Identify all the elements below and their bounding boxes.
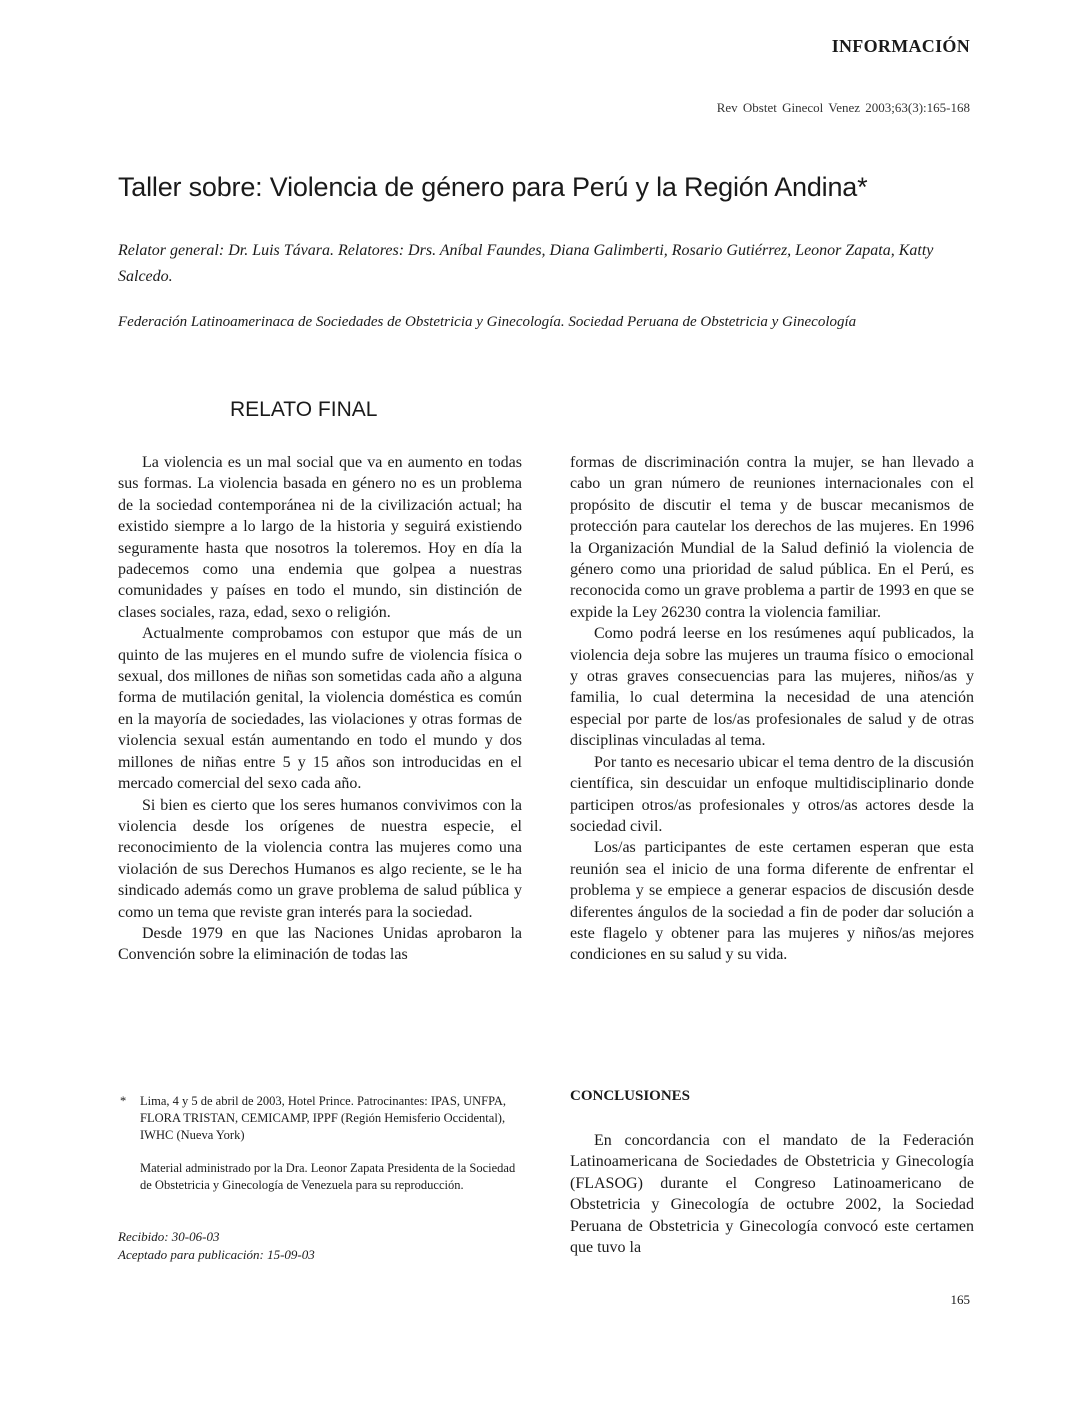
paragraph-4: Desde 1979 en que las Naciones Unidas aprobaron la Convención sobre la eliminación de todas las bbox=[118, 924, 522, 964]
footnote-marker: * bbox=[120, 1094, 127, 1108]
paragraph-8: En concordancia con el mandato de la Federación Latinoamericana de Sociedades de Obstetricia y Ginecología (FLASOG) durante el Congreso Latinoamericano de Obstetricia y Ginecología de octubre 2002, la Sociedad Peruana de Obstetricia y Ginecología convocó este certamen que tuvo la bbox=[570, 1132, 974, 1257]
paragraph-2: Actualmente comprobamos con estupor que más de un quinto de las mujeres en el mundo sufre de violencia física o sexual, dos millones de niñas son sometidas cada año a alguna forma de mutilación genital, la violencia doméstica es común en la mayoría de sociedades, las violaciones y otras formas de violencia sexual están aumentando en todo el mundo y dos millones de niñas entre 5 y 15 años son introducidas en el mercado comercial del sexo cada año. bbox=[118, 625, 522, 793]
paragraph-3: Si bien es cierto que los seres humanos convivimos con la violencia desde los orígenes de nuestra especie, el reconocimiento de la violencia contra las mujeres como una violación de sus Derechos Humanos es algo reciente, se le ha sindicado además como un grave problema de salud pública y como un tema que reviste gran interés para la sociedad. bbox=[118, 796, 522, 921]
paragraph-1: La violencia es un mal social que va en aumento en todas sus formas. La violencia basada en género no es un problema de la sociedad contemporánea ni de la civilización actual; ha existido siempre a lo largo de la historia y seguirá existiendo seguramente hasta que nosotros la toleremos. Hoy en día la padecemos como una endemia que golpea a nuestras comunidades y países en todo el mundo, sin distinción de clases sociales, raza, edad, sexo o religión. bbox=[118, 454, 522, 621]
received-date: Recibido: 30-06-03 bbox=[118, 1229, 220, 1244]
affiliation: Federación Latinoamerinaca de Sociedades de Obstetricia y Ginecología. Sociedad Peruana de Obstetricia y Ginecología bbox=[118, 314, 857, 330]
footnote-material: Material administrado por la Dra. Leonor Zapata Presidenta de la Sociedad de Obstetricia y Ginecología de Venezuela para su reproducción. bbox=[140, 1161, 516, 1192]
body-column-left bbox=[118, 452, 522, 966]
section-heading-relato-final: RELATO FINAL bbox=[230, 398, 378, 421]
footnote-event bbox=[120, 1093, 520, 1144]
body-column-right bbox=[570, 452, 974, 966]
article-title: Taller sobre: Violencia de género para Perú y la Región Andina* bbox=[118, 172, 868, 202]
paragraph-5: Como podrá leerse en los resúmenes aquí publicados, la violencia deja sobre las mujeres un trauma físico o emocional y otras graves consecuencias para las mujeres, niños/as y familia, lo cual determina la necesidad de una atención especial por parte de los/as profesionales de salud y de otras disciplinas vinculadas al tema. bbox=[570, 625, 974, 750]
paragraph-7: Los/as participantes de este certamen esperan que esta reunión sea el inicio de una forma diferente de enfrentar el problema y se empiece a generar espacios de discusión desde diferentes ángulos de la sociedad a fin de poder dar solución a este flagelo y obtener para las mujeres y niños/as mejores condiciones en su salud y su vida. bbox=[570, 839, 974, 964]
author-list: Relator general: Dr. Luis Távara. Relatores: Drs. Aníbal Faundes, Diana Galimberti, Rosario Gutiérrez, Leonor Zapata, Katty Salcedo. bbox=[118, 242, 934, 285]
paragraph-4-continued: formas de discriminación contra la mujer, se han llevado a cabo un gran número de reuniones internacionales con el propósito de discutir el tema y de buscar mecanismos de protección para cautelar los derechos de las mujeres. En 1996 la Organización Mundial de la Salud definió la violencia de género como una prioridad de salud pública. En el Perú, es reconocida como un grave problema a partir de 1993 en que se expide la Ley 26230 contra la violencia familiar. bbox=[570, 454, 974, 621]
paragraph-6: Por tanto es necesario ubicar el tema dentro de la discusión científica, sin descuidar un enfoque multidisciplinario donde participen otros/as profesionales y otros/as actores desde la sociedad civil. bbox=[570, 753, 974, 835]
footnote-event-text: Lima, 4 y 5 de abril de 2003, Hotel Prince. Patrocinantes: IPAS, UNFPA, FLORA TRISTAN, CEMICAMP, IPPF (Región Hemisferio Occidental), IWHC (Nueva York) bbox=[140, 1094, 507, 1142]
page-number: 165 bbox=[950, 1292, 970, 1307]
conclusions-body bbox=[570, 1130, 974, 1258]
section-heading-conclusiones: CONCLUSIONES bbox=[570, 1088, 691, 1104]
article-dates bbox=[118, 1228, 315, 1264]
accepted-date: Aceptado para publicación: 15-09-03 bbox=[118, 1247, 315, 1262]
journal-section-label: INFORMACIÓN bbox=[831, 36, 970, 56]
journal-citation: Rev Obstet Ginecol Venez 2003;63(3):165-168 bbox=[716, 100, 970, 115]
